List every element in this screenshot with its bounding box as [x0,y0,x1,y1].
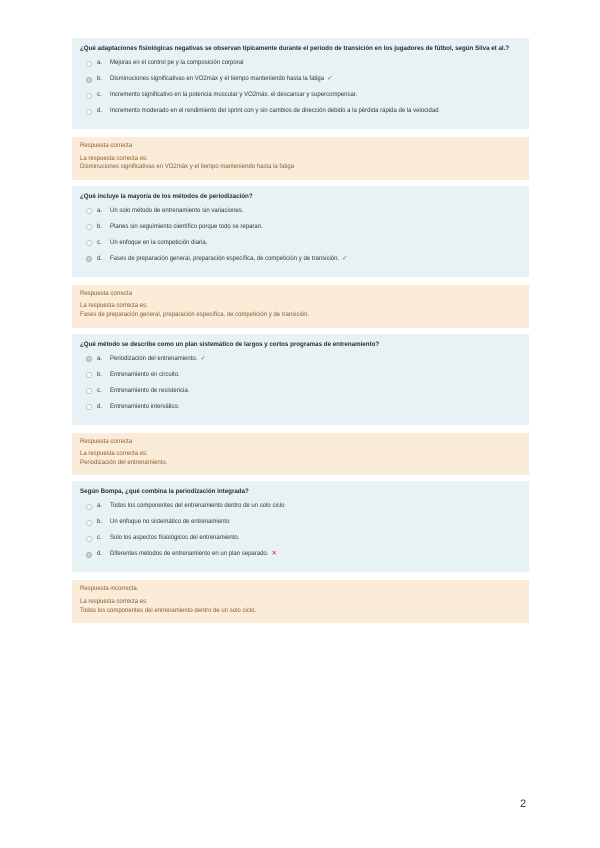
question-card [72,481,529,572]
radio-button[interactable] [86,536,92,542]
option-letter: a. [97,355,103,362]
option-text: Entrenamiento en circuito. [110,371,180,378]
option-letter: c. [97,92,102,98]
feedback-box [72,285,529,328]
question-card [72,186,529,277]
radio-button[interactable] [86,224,92,230]
answer-option[interactable] [86,502,521,510]
correct-answer-text: Periodización del entrenamiento. [80,459,168,466]
option-text: Planes sin seguimiento científico porque todo se reparan. [110,223,263,230]
option-letter: c. [97,239,102,246]
option-letter: b. [97,519,103,526]
answer-option[interactable] [86,91,521,99]
correct-answer-text: Fases de preparación general, preparación específica, de competición y de transición. [80,311,310,318]
option-letter: a. [97,503,103,510]
answer-option[interactable] [86,518,521,526]
quiz-review [72,38,529,629]
option-text: Un enfoque en la competición diaria. [110,239,208,246]
question-card [72,38,529,129]
option-letter: b. [97,76,103,82]
option-text: Todos los componentes del entrenamiento dentro de un solo ciclo [110,503,285,510]
answer-option[interactable] [86,59,521,67]
option-text: Entrenamiento de resistencia. [110,387,190,394]
answer-option[interactable] [86,403,521,411]
answer-option[interactable] [86,75,521,83]
check-icon: ✓ [327,75,333,82]
option-letter: b. [97,223,103,230]
option-letter: c. [97,535,102,542]
feedback-box [72,137,529,180]
option-letter: d. [97,403,103,410]
question-text: Según Bompa, ¿qué combina la periodización integrada? [80,488,249,496]
option-letter: c. [97,387,102,394]
radio-button[interactable] [86,504,92,510]
answer-option[interactable] [86,223,521,231]
feedback-box [72,580,529,623]
radio-button-selected[interactable] [86,256,92,262]
option-text: Periodización del entrenamiento. ✓ [110,354,206,362]
radio-button-selected[interactable] [86,356,92,362]
option-letter: d. [97,255,103,262]
answer-option[interactable] [86,387,521,395]
option-text: Entrenamiento interválico. [110,403,180,410]
answer-option[interactable] [86,534,521,542]
correct-answer-label: La respuesta correcta es: [80,451,148,458]
radio-button-selected[interactable] [86,552,92,558]
answer-option[interactable] [86,207,521,215]
radio-button[interactable] [86,109,92,115]
option-text: Disminuciones significativas en VO2máx y el tiempo manteniendo hasta la fatiga ✓ [110,75,333,82]
radio-button[interactable] [86,520,92,526]
answer-option[interactable] [86,355,521,363]
option-text: Mejoras en el control pe y la composición corporal [110,60,244,66]
option-text: Fases de preparación general, preparación específica, de competición y de transición. ✓ [110,254,348,262]
option-text: Un enfoque no sistemático de entrenamiento [110,519,230,526]
option-text: Diferentes métodos de entrenamiento en un plan separado. ✕ [110,550,277,558]
feedback-status: Respuesta correcta [80,438,133,445]
cross-icon: ✕ [271,550,277,558]
feedback-box [72,433,529,476]
radio-button[interactable] [86,372,92,378]
radio-button[interactable] [86,61,92,67]
option-letter: a. [97,60,103,66]
question-text: ¿Qué adaptaciones fisiológicas negativas se observan típicamente durante el período de transición en los jugadores de fútbol, según Silva et al.? [80,45,510,52]
correct-answer-text: Disminuciones significativas en VO2máx y el tiempo manteniendo hasta la fatiga [80,164,295,171]
answer-option[interactable] [86,239,521,247]
radio-button[interactable] [86,388,92,394]
option-text: Solo los aspectos fisiológicos del entrenamiento. [110,535,240,542]
check-icon: ✓ [200,354,206,362]
radio-button[interactable] [86,208,92,214]
feedback-status: Respuesta correcta [80,290,133,297]
radio-button[interactable] [86,404,92,410]
correct-answer-text: Todos los componentes del entrenamiento dentro de un solo ciclo. [80,607,257,614]
question-text: ¿Qué incluye la mayoría de los métodos de periodización? [80,192,253,200]
option-letter: b. [97,371,103,378]
answer-option[interactable] [86,371,521,379]
option-text: Un solo método de entrenamiento sin variaciones. [110,207,244,214]
question-text: ¿Qué método se describe como un plan sistemático de largos y cortos programas de entrenamiento? [80,340,380,348]
option-letter: d. [97,108,103,114]
option-text: Incremento moderado en el rendimiento del sprint con y sin cambios de dirección debido a la pérdida rápida de la velocidad [110,108,439,114]
radio-button[interactable] [86,240,92,246]
option-letter: d. [97,551,103,558]
option-letter: a. [97,207,103,214]
answer-option[interactable] [86,550,521,558]
correct-answer-label: La respuesta correcta es: [80,303,148,310]
radio-button-selected[interactable] [86,77,92,83]
check-icon: ✓ [342,254,348,262]
question-card [72,334,529,425]
correct-answer-label: La respuesta correcta es: [80,598,148,605]
feedback-status: Respuesta correcta [80,143,133,149]
page-number: 2 [520,798,527,810]
answer-option[interactable] [86,255,521,263]
correct-answer-label: La respuesta correcta es: [80,155,148,162]
option-text: Incremento significativo en la potencia muscular y VO2máx. el descansar y supercompensar. [110,92,358,98]
feedback-status: Respuesta incorrecta. [80,586,139,593]
answer-option[interactable] [86,107,521,115]
radio-button[interactable] [86,93,92,99]
